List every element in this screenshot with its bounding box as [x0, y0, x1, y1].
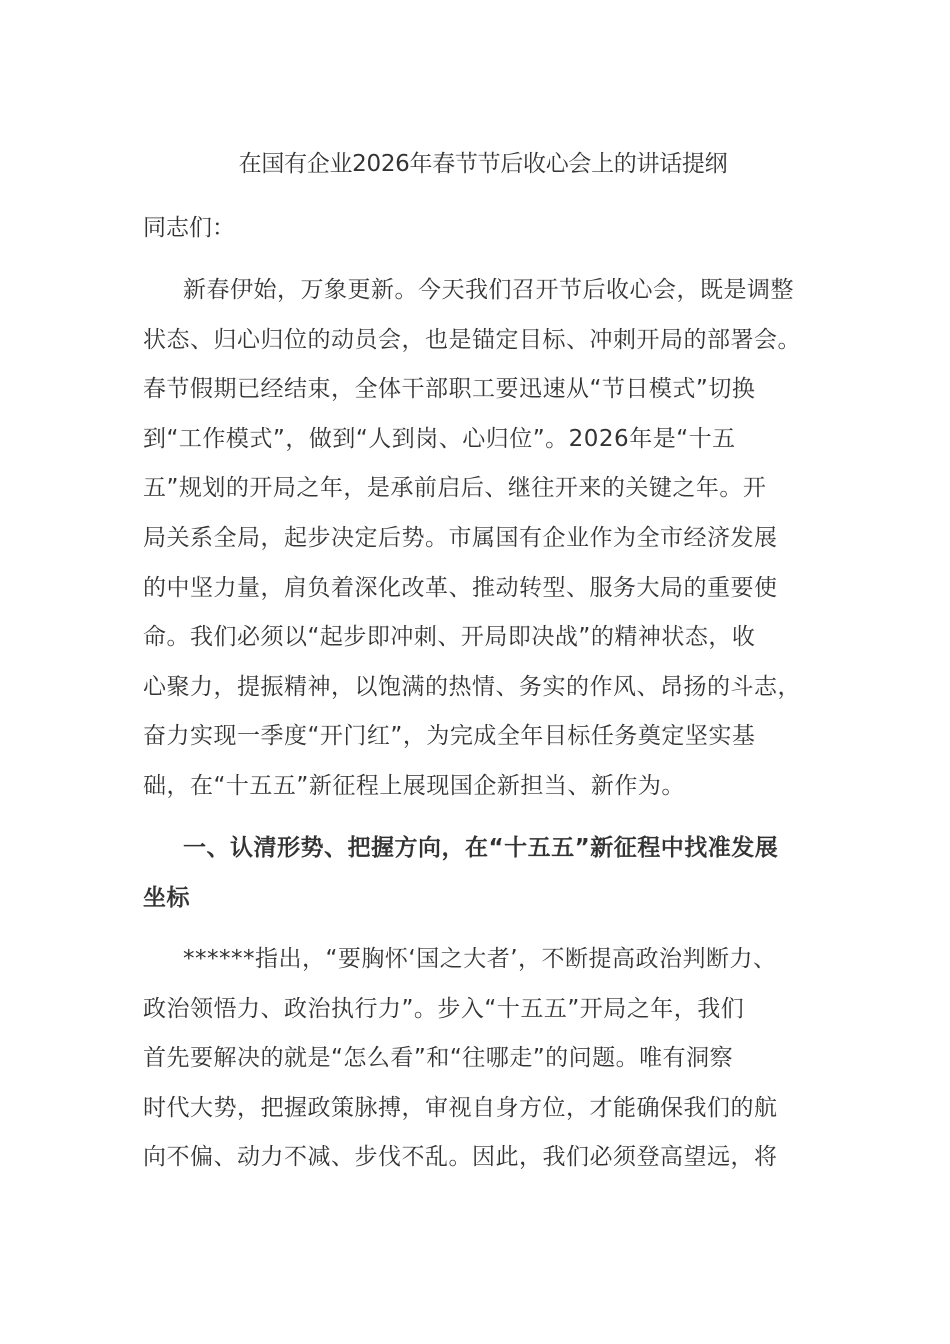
paragraph-line: 到“工作模式”，做到“人到岗、心归位”。2026年是“十五 — [143, 425, 736, 452]
heading-line: 坐标 — [143, 884, 190, 911]
intro-paragraph — [143, 272, 823, 818]
section-heading-1 — [143, 830, 823, 929]
paragraph-line: 心聚力，提振精神，以饱满的热情、务实的作风、昂扬的斗志， — [143, 673, 801, 700]
salutation: 同志们： — [143, 215, 235, 241]
paragraph-line: 政治领悟力、政治执行力”。步入“十五五”开局之年，我们 — [143, 995, 745, 1022]
paragraph-line: 时代大势，把握政策脉搏，审视自身方位，才能确保我们的航 — [143, 1094, 778, 1121]
section-1-paragraph — [143, 941, 823, 1189]
paragraph-line: 新春伊始，万象更新。今天我们召开节后收心会，既是调整 — [183, 277, 794, 303]
paragraph-line: 春节假期已经结束，全体干部职工要迅速从“节日模式”切换 — [143, 376, 756, 403]
paragraph-line: 首先要解决的就是“怎么看”和“往哪走”的问题。唯有洞察 — [143, 1045, 734, 1072]
paragraph-line: 础，在“十五五”新征程上展现国企新担当、新作为。 — [143, 772, 685, 799]
heading-line: 一、认清形势、把握方向，在“十五五”新征程中找准发展 — [183, 835, 779, 861]
paragraph-line: 五”规划的开局之年，是承前启后、继往开来的关键之年。开 — [143, 475, 767, 502]
paragraph-line: 命。我们必须以“起步即冲刺、开局即决战”的精神状态，收 — [143, 624, 756, 651]
paragraph-line: 的中坚力量，肩负着深化改革、推动转型、服务大局的重要使 — [143, 574, 778, 601]
paragraph-line: 奋力实现一季度“开门红”，为完成全年目标任务奠定坚实基 — [143, 723, 756, 750]
paragraph-line: 状态、归心归位的动员会，也是锚定目标、冲刺开局的部署会。 — [143, 326, 801, 353]
paragraph-line: ******指出，“要胸怀‘国之大者’，不断提高政治判断力、 — [183, 946, 777, 972]
document-title: 在国有企业2026年春节节后收心会上的讲话提纲 — [238, 151, 728, 177]
paragraph-line: 局关系全局，起步决定后势。市属国有企业作为全市经济发展 — [143, 524, 778, 551]
paragraph-line: 向不偏、动力不减、步伐不乱。因此，我们必须登高望远，将 — [143, 1144, 778, 1171]
